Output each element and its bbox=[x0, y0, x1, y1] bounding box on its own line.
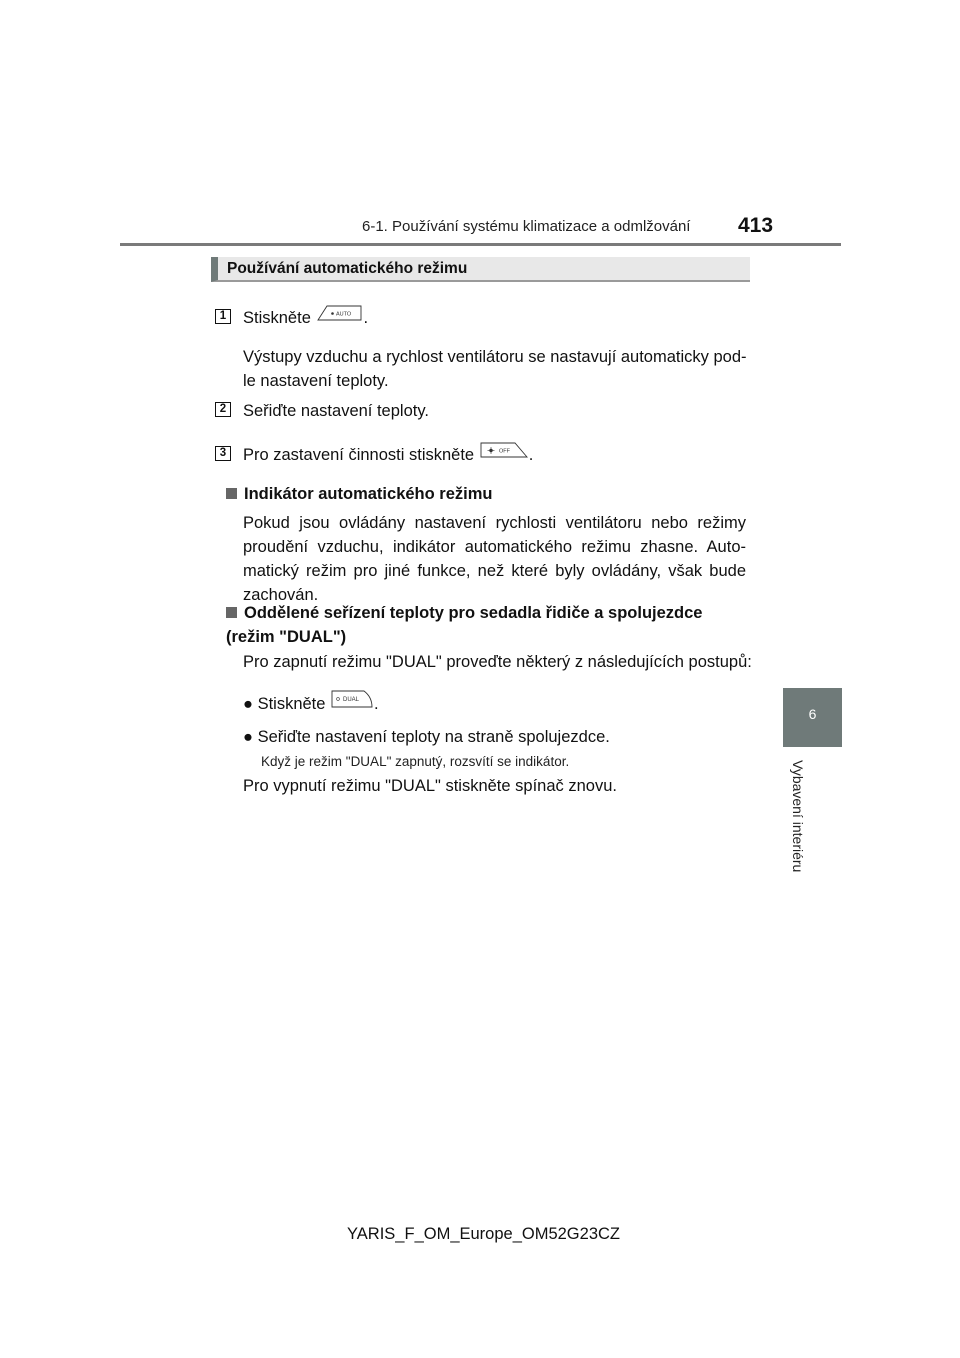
dual-bullet-1-text: Stiskněte bbox=[257, 694, 326, 713]
indicator-body: Pokud jsou ovládány nastavení rychlosti ventilátoru nebo režimy proudění vzduchu, indikátor automatického režimu zhasne. Auto-matický režim pro jiné funkce, než které byly ovládány, však bude zachován. bbox=[243, 514, 746, 604]
dual-button-label: DUAL bbox=[343, 697, 360, 703]
step-number-1: 1 bbox=[215, 309, 231, 324]
off-button-icon bbox=[479, 441, 529, 466]
auto-button-label: AUTO bbox=[336, 311, 352, 318]
auto-button-icon bbox=[315, 304, 363, 329]
step-3-text: Pro zastavení činnosti stiskněte bbox=[243, 446, 475, 464]
step-2-text: Seřiďte nastavení teploty. bbox=[243, 402, 429, 420]
round-bullet-icon: ● bbox=[243, 728, 253, 746]
step-1 bbox=[243, 306, 368, 331]
step-1-text: Stiskněte bbox=[243, 309, 311, 327]
section-heading bbox=[211, 257, 750, 282]
off-button-label: OFF bbox=[498, 448, 510, 455]
step-number-3: 3 bbox=[215, 446, 231, 461]
dual-heading bbox=[226, 601, 746, 649]
chapter-tab bbox=[783, 688, 842, 747]
page-number: 413 bbox=[738, 214, 774, 237]
dual-heading-text: Oddělené seřízení teploty pro sedadla řidiče a spolujezdce (režim "DUAL") bbox=[226, 604, 703, 646]
square-bullet-icon bbox=[226, 488, 237, 499]
chapter-number: 6 bbox=[808, 706, 817, 722]
step-1-note: Výstupy vzduchu a rychlost ventilátoru se nastavují automaticky pod-le nastavení teploty. bbox=[243, 348, 747, 390]
dual-off-text: Pro vypnutí režimu "DUAL" stiskněte spínač znovu. bbox=[243, 777, 617, 795]
header-rule bbox=[120, 243, 841, 246]
step-3 bbox=[243, 443, 533, 468]
dual-bullet-1-period: . bbox=[374, 694, 379, 713]
document-footer: YARIS_F_OM_Europe_OM52G23CZ bbox=[347, 1225, 620, 1243]
indicator-heading bbox=[226, 482, 492, 506]
step-number-2: 2 bbox=[215, 402, 231, 417]
running-header: 6-1. Používání systému klimatizace a odmlžování bbox=[362, 218, 691, 235]
step-1-period: . bbox=[363, 309, 369, 327]
dual-button-icon bbox=[330, 689, 374, 716]
dual-bullet-1 bbox=[243, 691, 379, 718]
chapter-title-vertical bbox=[790, 760, 823, 880]
step-3-period: . bbox=[528, 446, 534, 464]
dual-bullet-2-text: Seřiďte nastavení teploty na straně spolujezdce. bbox=[257, 728, 610, 746]
dual-note: Když je režim "DUAL" zapnutý, rozsvítí se indikátor. bbox=[261, 754, 570, 769]
section-heading-text: Používání automatického režimu bbox=[227, 260, 468, 277]
dual-intro: Pro zapnutí režimu "DUAL" proveďte některý z následujících postupů: bbox=[243, 653, 752, 671]
indicator-heading-text: Indikátor automatického režimu bbox=[244, 485, 493, 503]
dual-bullet-2 bbox=[243, 725, 610, 749]
chapter-title: Vybavení interiéru bbox=[790, 760, 806, 873]
square-bullet-icon bbox=[226, 607, 237, 618]
round-bullet-icon: ● bbox=[243, 694, 253, 713]
